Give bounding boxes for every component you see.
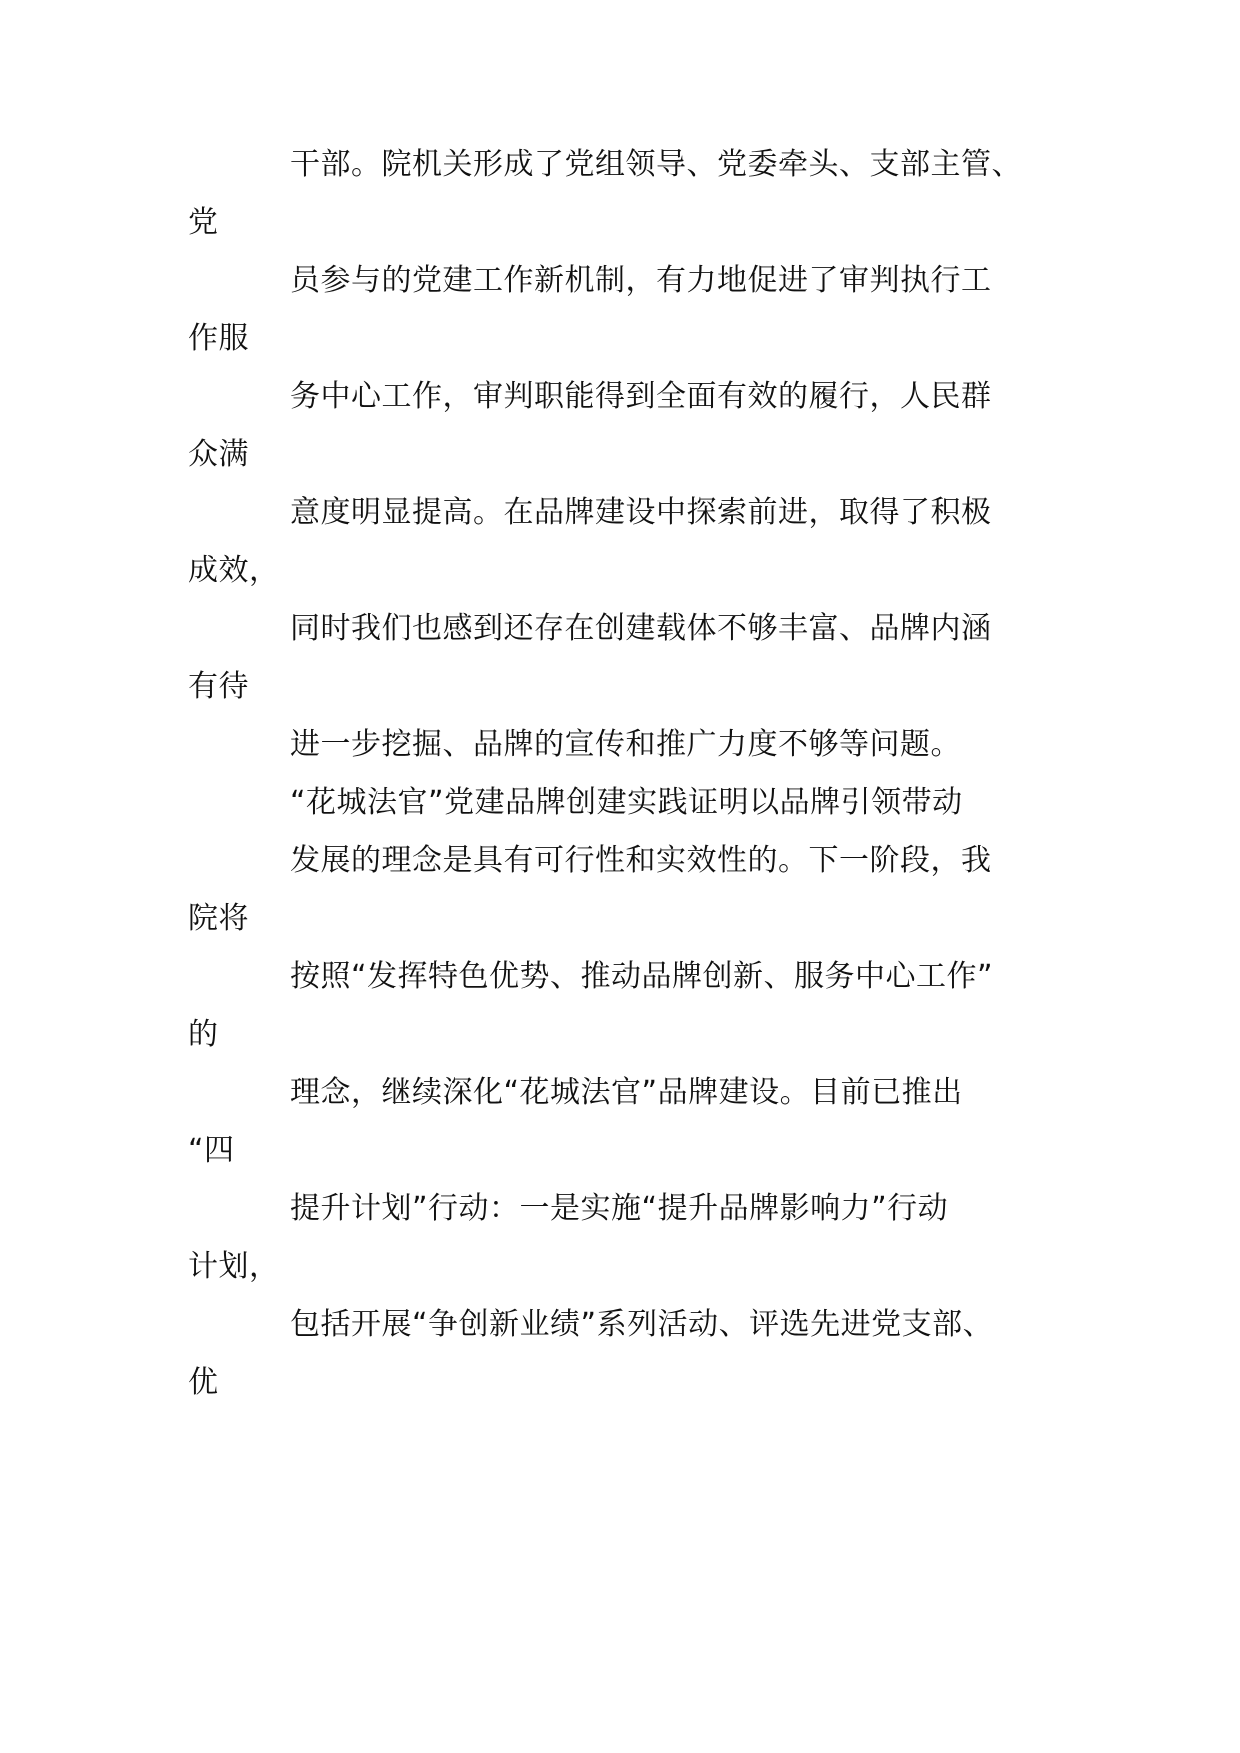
text-line-7: 意度明显提高。在品牌建设中探索前进，取得了积极	[290, 495, 992, 530]
text-line-4: 作服	[188, 321, 249, 356]
text-line-16: 的	[188, 1017, 219, 1052]
text-line-2: 党	[188, 205, 219, 240]
text-line-10: 有待	[188, 669, 249, 704]
text-line-15: 按照“发挥特色优势、推动品牌创新、服务中心工作”	[290, 959, 994, 994]
text-line-14: 院将	[188, 901, 249, 936]
text-line-22: 优	[188, 1365, 219, 1400]
text-line-20: 计划，	[188, 1249, 280, 1284]
text-line-19: 提升计划”行动：一是实施“提升品牌影响力”行动	[290, 1191, 949, 1226]
text-line-9: 同时我们也感到还存在创建载体不够丰富、品牌内涵	[290, 611, 992, 646]
text-line-13: 发展的理念是具有可行性和实效性的。下一阶段，我	[290, 843, 992, 878]
text-line-8: 成效，	[188, 553, 280, 588]
text-line-21: 包括开展“争创新业绩”系列活动、评选先进党支部、	[290, 1307, 994, 1342]
text-line-6: 众满	[188, 437, 249, 472]
text-line-1: 干部。院机关形成了党组领导、党委牵头、支部主管、	[290, 147, 1022, 182]
text-line-11: 进一步挖掘、品牌的宣传和推广力度不够等问题。	[290, 727, 961, 762]
text-line-3: 员参与的党建工作新机制，有力地促进了审判执行工	[290, 263, 992, 298]
text-line-17: 理念，继续深化“花城法官”品牌建设。目前已推出	[290, 1075, 963, 1110]
text-line-5: 务中心工作，审判职能得到全面有效的履行，人民群	[290, 379, 992, 414]
text-line-18: “四	[188, 1133, 235, 1168]
text-line-12: “花城法官”党建品牌创建实践证明以品牌引领带动	[290, 785, 963, 820]
